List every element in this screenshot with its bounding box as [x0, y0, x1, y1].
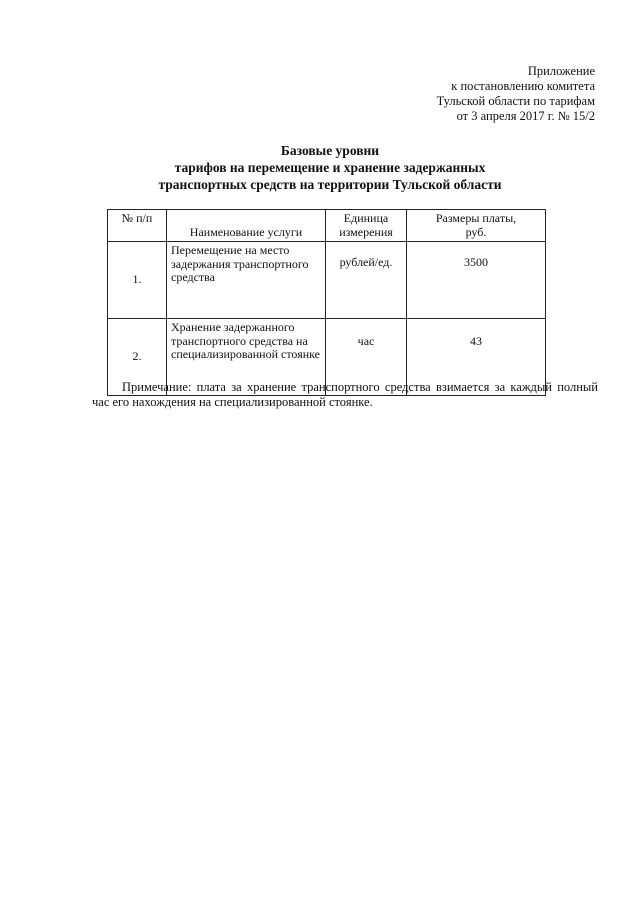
appendix-header — [437, 64, 595, 124]
header-price-line-1: Размеры платы, — [435, 211, 517, 225]
header-price — [407, 210, 546, 242]
tariff-table — [107, 209, 546, 396]
row-service: Перемещение на место задержания транспортного средства — [167, 242, 326, 319]
title-line-3: транспортных средств на территории Тульской области — [158, 177, 502, 192]
header-price-line-2: руб. — [465, 224, 487, 239]
document-title — [100, 142, 560, 193]
row-num: 1. — [108, 242, 167, 319]
appendix-line-3: Тульской области по тарифам — [436, 94, 595, 108]
appendix-line-4: от 3 апреля 2017 г. № 15/2 — [456, 109, 595, 123]
row-unit: час — [326, 319, 407, 396]
table-row — [108, 242, 546, 319]
header-unit-line-1: Единица — [343, 211, 389, 225]
title-line-1: Базовые уровни — [280, 143, 380, 158]
appendix-line-1: Приложение — [527, 64, 595, 78]
header-unit-line-2: измерения — [339, 224, 393, 239]
header-num: № п/п — [108, 210, 167, 242]
row-service: Хранение задержанного транспортного средства на специализированной стоянке — [167, 319, 326, 396]
appendix-line-2: к постановлению комитета — [451, 79, 595, 93]
row-price: 3500 — [407, 242, 546, 319]
row-num: 2. — [108, 319, 167, 396]
row-price: 43 — [407, 319, 546, 396]
note-paragraph: Примечание: плата за хранение транспортного средства взимается за каждый полный час его нахождения на специализированной стоянке. — [92, 380, 598, 409]
row-unit: рублей/ед. — [326, 242, 407, 319]
title-line-2: тарифов на перемещение и хранение задержанных — [174, 160, 486, 175]
table-header-row — [108, 210, 546, 242]
header-service: Наименование услуги — [167, 210, 326, 242]
header-unit — [326, 210, 407, 242]
